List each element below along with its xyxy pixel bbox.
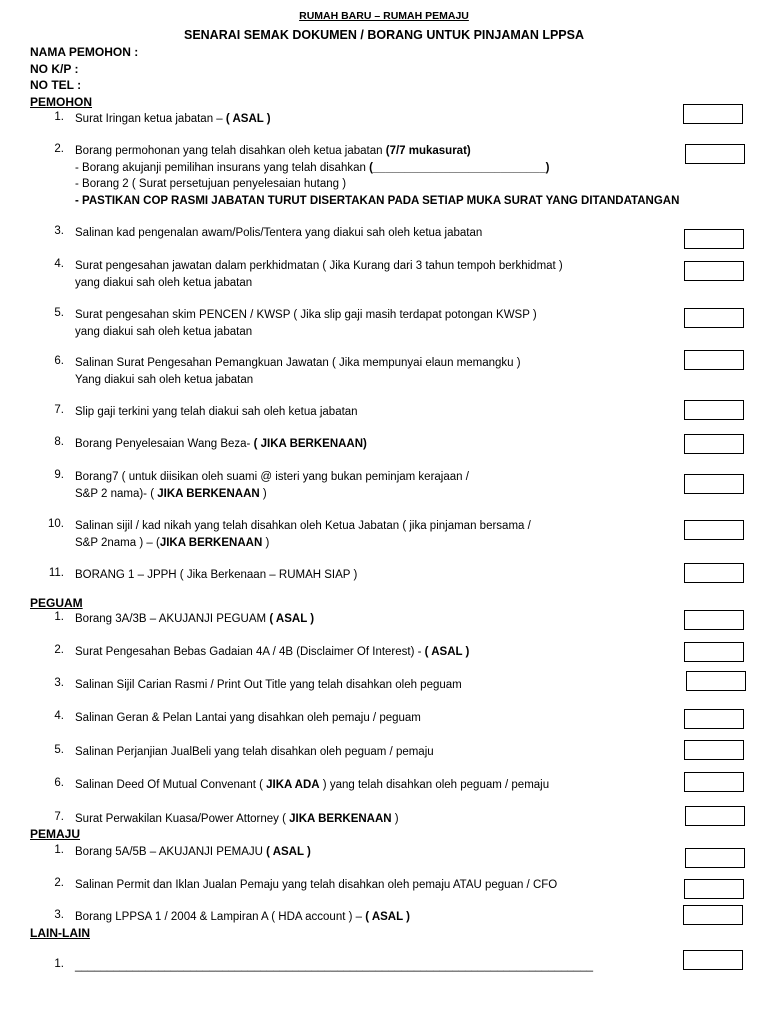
item-line — [75, 518, 531, 535]
item-number: 2. — [54, 877, 64, 889]
item-number: 10. — [48, 518, 64, 530]
item-text-segment: JIKA ADA — [266, 779, 320, 791]
item-text-segment: (___________________________) — [369, 161, 550, 174]
item-number: 6. — [54, 355, 64, 367]
checklist-item-text — [75, 909, 410, 926]
checklist-item-text — [75, 404, 358, 421]
item-number: 1. — [54, 844, 64, 856]
item-line — [75, 877, 557, 894]
item-text-segment: Salinan sijil / kad nikah yang telah disahkan oleh Ketua Jabatan ( jika pinjaman bersama / — [75, 520, 531, 532]
item-text-segment: _________________________________________________________________________________ — [75, 960, 594, 972]
item-line — [75, 160, 679, 177]
item-line — [75, 744, 434, 761]
item-text-segment: Salinan Permit dan Iklan Jualan Pemaju yang telah disahkan oleh pemaju ATAU peguan / CFO — [75, 879, 558, 891]
field-nama-pemohon: NAMA PEMOHON : — [30, 45, 139, 59]
checkbox[interactable] — [684, 740, 744, 760]
item-number: 4. — [54, 258, 64, 270]
item-number: 1. — [54, 958, 64, 970]
checkbox[interactable] — [684, 350, 744, 370]
checkbox[interactable] — [684, 434, 744, 454]
item-line — [75, 225, 482, 242]
item-text-segment: Borang 5A/5B – AKUJANJI PEMAJU — [75, 846, 267, 858]
item-line — [75, 436, 367, 453]
checkbox[interactable] — [684, 563, 744, 583]
item-number: 7. — [54, 811, 64, 823]
item-line — [75, 844, 311, 861]
item-line — [75, 567, 357, 584]
item-number: 1. — [54, 611, 64, 623]
checklist-item-text — [75, 355, 521, 388]
item-text-segment: Salinan Surat Pengesahan Pemangkuan Jawatan ( Jika mempunyai elaun memangku ) — [75, 357, 521, 369]
item-text-segment: Surat pengesahan skim PENCEN / KWSP ( Jika slip gaji masih terdapat potongan KWSP ) — [75, 309, 537, 321]
item-number: 2. — [54, 644, 64, 656]
item-line — [75, 909, 410, 926]
item-text-segment: - Borang akujanji pemilihan insurans yang telah disahkan — [75, 161, 370, 174]
checklist-item-text — [75, 777, 549, 794]
item-text-segment: JIKA BERKENAAN — [289, 813, 392, 825]
checkbox[interactable] — [684, 229, 744, 249]
checkbox[interactable] — [684, 879, 744, 899]
checklist-item-text — [75, 258, 563, 291]
item-line — [75, 111, 271, 128]
item-text-segment: Borang LPPSA 1 / 2004 & Lampiran A ( HDA account ) – — [75, 911, 366, 923]
item-line — [75, 486, 469, 503]
item-line — [75, 644, 469, 661]
item-line — [75, 958, 593, 975]
item-line — [75, 372, 521, 389]
item-text-segment: yang diakui sah oleh ketua jabatan — [75, 276, 253, 289]
section-heading-pemaju: PEMAJU — [30, 827, 81, 841]
checklist-item-text — [75, 567, 357, 584]
item-number: 2. — [54, 143, 64, 155]
item-text-segment: ) — [259, 487, 267, 500]
item-text-segment: Borang7 ( untuk diisikan oleh suami @ isteri yang bukan peminjam kerajaan / — [75, 471, 469, 483]
field-no-tel: NO TEL : — [30, 78, 82, 92]
item-text-segment: Yang diakui sah oleh ketua jabatan — [75, 373, 254, 386]
item-text-segment: Salinan kad pengenalan awam/Polis/Tentera yang diakui sah oleh ketua jabatan — [75, 227, 483, 239]
item-line — [75, 193, 679, 210]
item-text-segment: Borang Penyelesaian Wang Beza- — [75, 438, 254, 450]
checkbox[interactable] — [685, 848, 745, 868]
item-number: 4. — [54, 710, 64, 722]
item-text-segment: Surat Pengesahan Bebas Gadaian 4A / 4B (Disclaimer Of Interest) - — [75, 646, 425, 658]
checklist-item-text — [75, 811, 399, 828]
item-text-segment: ) — [391, 813, 399, 825]
item-line — [75, 176, 679, 193]
checklist-item-text — [75, 436, 367, 453]
item-text-segment: Salinan Geran & Pelan Lantai yang disahkan oleh pemaju / peguam — [75, 712, 421, 724]
item-text-segment: JIKA BERKENAAN — [159, 536, 263, 549]
item-text-segment: Surat pengesahan jawatan dalam perkhidmatan ( Jika Kurang dari 3 tahun tempoh berkhidmat ) — [75, 260, 563, 272]
item-text-segment: Surat Iringan ketua jabatan – — [75, 113, 226, 125]
item-text-segment: Salinan Sijil Carian Rasmi / Print Out Title yang telah disahkan oleh peguam — [75, 679, 462, 691]
item-number: 5. — [54, 307, 64, 319]
item-text-segment: Slip gaji terkini yang telah diakui sah oleh ketua jabatan — [75, 406, 358, 418]
item-line — [75, 777, 549, 794]
item-number: 5. — [54, 744, 64, 756]
document-title: SENARAI SEMAK DOKUMEN / BORANG UNTUK PINJAMAN LPPSA — [183, 28, 585, 42]
section-heading-lain-lain: LAIN-LAIN — [30, 926, 90, 940]
item-text-segment: Salinan Deed Of Mutual Convenant ( — [75, 779, 267, 791]
item-text-segment: JIKA BERKENAAN — [157, 487, 260, 500]
checklist-item-text — [75, 744, 434, 761]
item-number: 9. — [54, 469, 64, 481]
item-number: 3. — [54, 225, 64, 237]
checkbox[interactable] — [683, 104, 743, 124]
item-line — [75, 469, 469, 486]
checkbox[interactable] — [684, 400, 744, 420]
checklist-item-text — [75, 710, 421, 727]
checkbox[interactable] — [684, 474, 744, 494]
checkbox[interactable] — [684, 308, 744, 328]
checklist-item-text — [75, 307, 537, 340]
checkbox[interactable] — [684, 772, 744, 792]
checklist-item-text — [75, 958, 593, 975]
item-text-segment: ( ASAL ) — [424, 646, 470, 658]
item-line — [75, 324, 537, 341]
checklist-item-text — [75, 143, 679, 209]
item-line — [75, 710, 421, 727]
item-number: 6. — [54, 777, 64, 789]
item-text-segment: ( ASAL ) — [269, 613, 315, 625]
item-text-segment: Borang permohonan yang telah disahkan oleh ketua jabatan — [75, 145, 386, 157]
checkbox[interactable] — [684, 261, 744, 281]
item-text-segment: Salinan Perjanjian JualBeli yang telah disahkan oleh peguam / pemaju — [75, 746, 434, 758]
item-text-segment: S&P 2 nama)- ( — [75, 487, 158, 500]
item-line — [75, 355, 521, 372]
item-text-segment: yang diakui sah oleh ketua jabatan — [75, 325, 253, 338]
item-text-segment: - Borang 2 ( Surat persetujuan penyelesaian hutang ) — [75, 178, 347, 190]
checkbox[interactable] — [684, 520, 744, 540]
checklist-item-text — [75, 677, 462, 694]
checklist-item-text — [75, 111, 271, 128]
item-line — [75, 258, 563, 275]
item-number: 8. — [54, 436, 64, 448]
checklist-item-text — [75, 844, 311, 861]
item-line — [75, 307, 537, 324]
checkbox[interactable] — [683, 905, 743, 925]
item-text-segment: ) — [262, 536, 270, 549]
item-text-segment: Borang 3A/3B – AKUJANJI PEGUAM — [75, 613, 270, 625]
item-number: 1. — [54, 111, 64, 123]
item-text-segment: ( ASAL ) — [225, 113, 271, 125]
item-text-segment: ( JIKA BERKENAAN) — [253, 438, 367, 450]
item-line — [75, 611, 314, 628]
checklist-item-text — [75, 877, 557, 894]
document-supertitle: RUMAH BARU – RUMAH PEMAJU — [299, 10, 469, 22]
item-line — [75, 143, 679, 160]
field-no-kp: NO K/P : — [30, 62, 79, 76]
item-line — [75, 404, 358, 421]
section-heading-peguam: PEGUAM — [30, 596, 83, 610]
checkbox[interactable] — [685, 144, 745, 164]
item-number: 7. — [54, 404, 64, 416]
item-text-segment: Surat Perwakilan Kuasa/Power Attorney ( — [75, 813, 290, 825]
item-line — [75, 811, 399, 828]
checklist-item-text — [75, 225, 482, 242]
item-text-segment: (7/7 mukasurat) — [385, 145, 471, 157]
checkbox[interactable] — [686, 671, 746, 691]
item-number: 3. — [54, 677, 64, 689]
item-line — [75, 535, 531, 552]
item-text-segment: ( ASAL ) — [266, 846, 311, 858]
checkbox[interactable] — [684, 709, 744, 729]
section-heading-pemohon: PEMOHON — [30, 95, 93, 109]
item-text-segment: - PASTIKAN COP RASMI JABATAN TURUT DISERTAKAN PADA SETIAP MUKA SURAT YANG DITANDATANGAN — [75, 194, 680, 207]
checkbox[interactable] — [684, 642, 744, 662]
item-text-segment: S&P 2nama ) – ( — [75, 536, 160, 549]
checklist-item-text — [75, 518, 531, 551]
checkbox[interactable] — [684, 610, 744, 630]
checkbox[interactable] — [685, 806, 745, 826]
item-text-segment: ) yang telah disahkan oleh peguam / pemaju — [319, 779, 550, 791]
item-number: 3. — [54, 909, 64, 921]
item-text-segment: BORANG 1 – JPPH ( Jika Berkenaan – RUMAH SIAP ) — [75, 569, 358, 581]
item-number: 11. — [48, 567, 64, 579]
item-line — [75, 275, 563, 292]
item-text-segment: ( ASAL ) — [365, 911, 410, 923]
checkbox[interactable] — [683, 950, 743, 970]
checklist-item-text — [75, 469, 469, 502]
item-line — [75, 677, 462, 694]
checklist-item-text — [75, 611, 314, 628]
checklist-item-text — [75, 644, 469, 661]
